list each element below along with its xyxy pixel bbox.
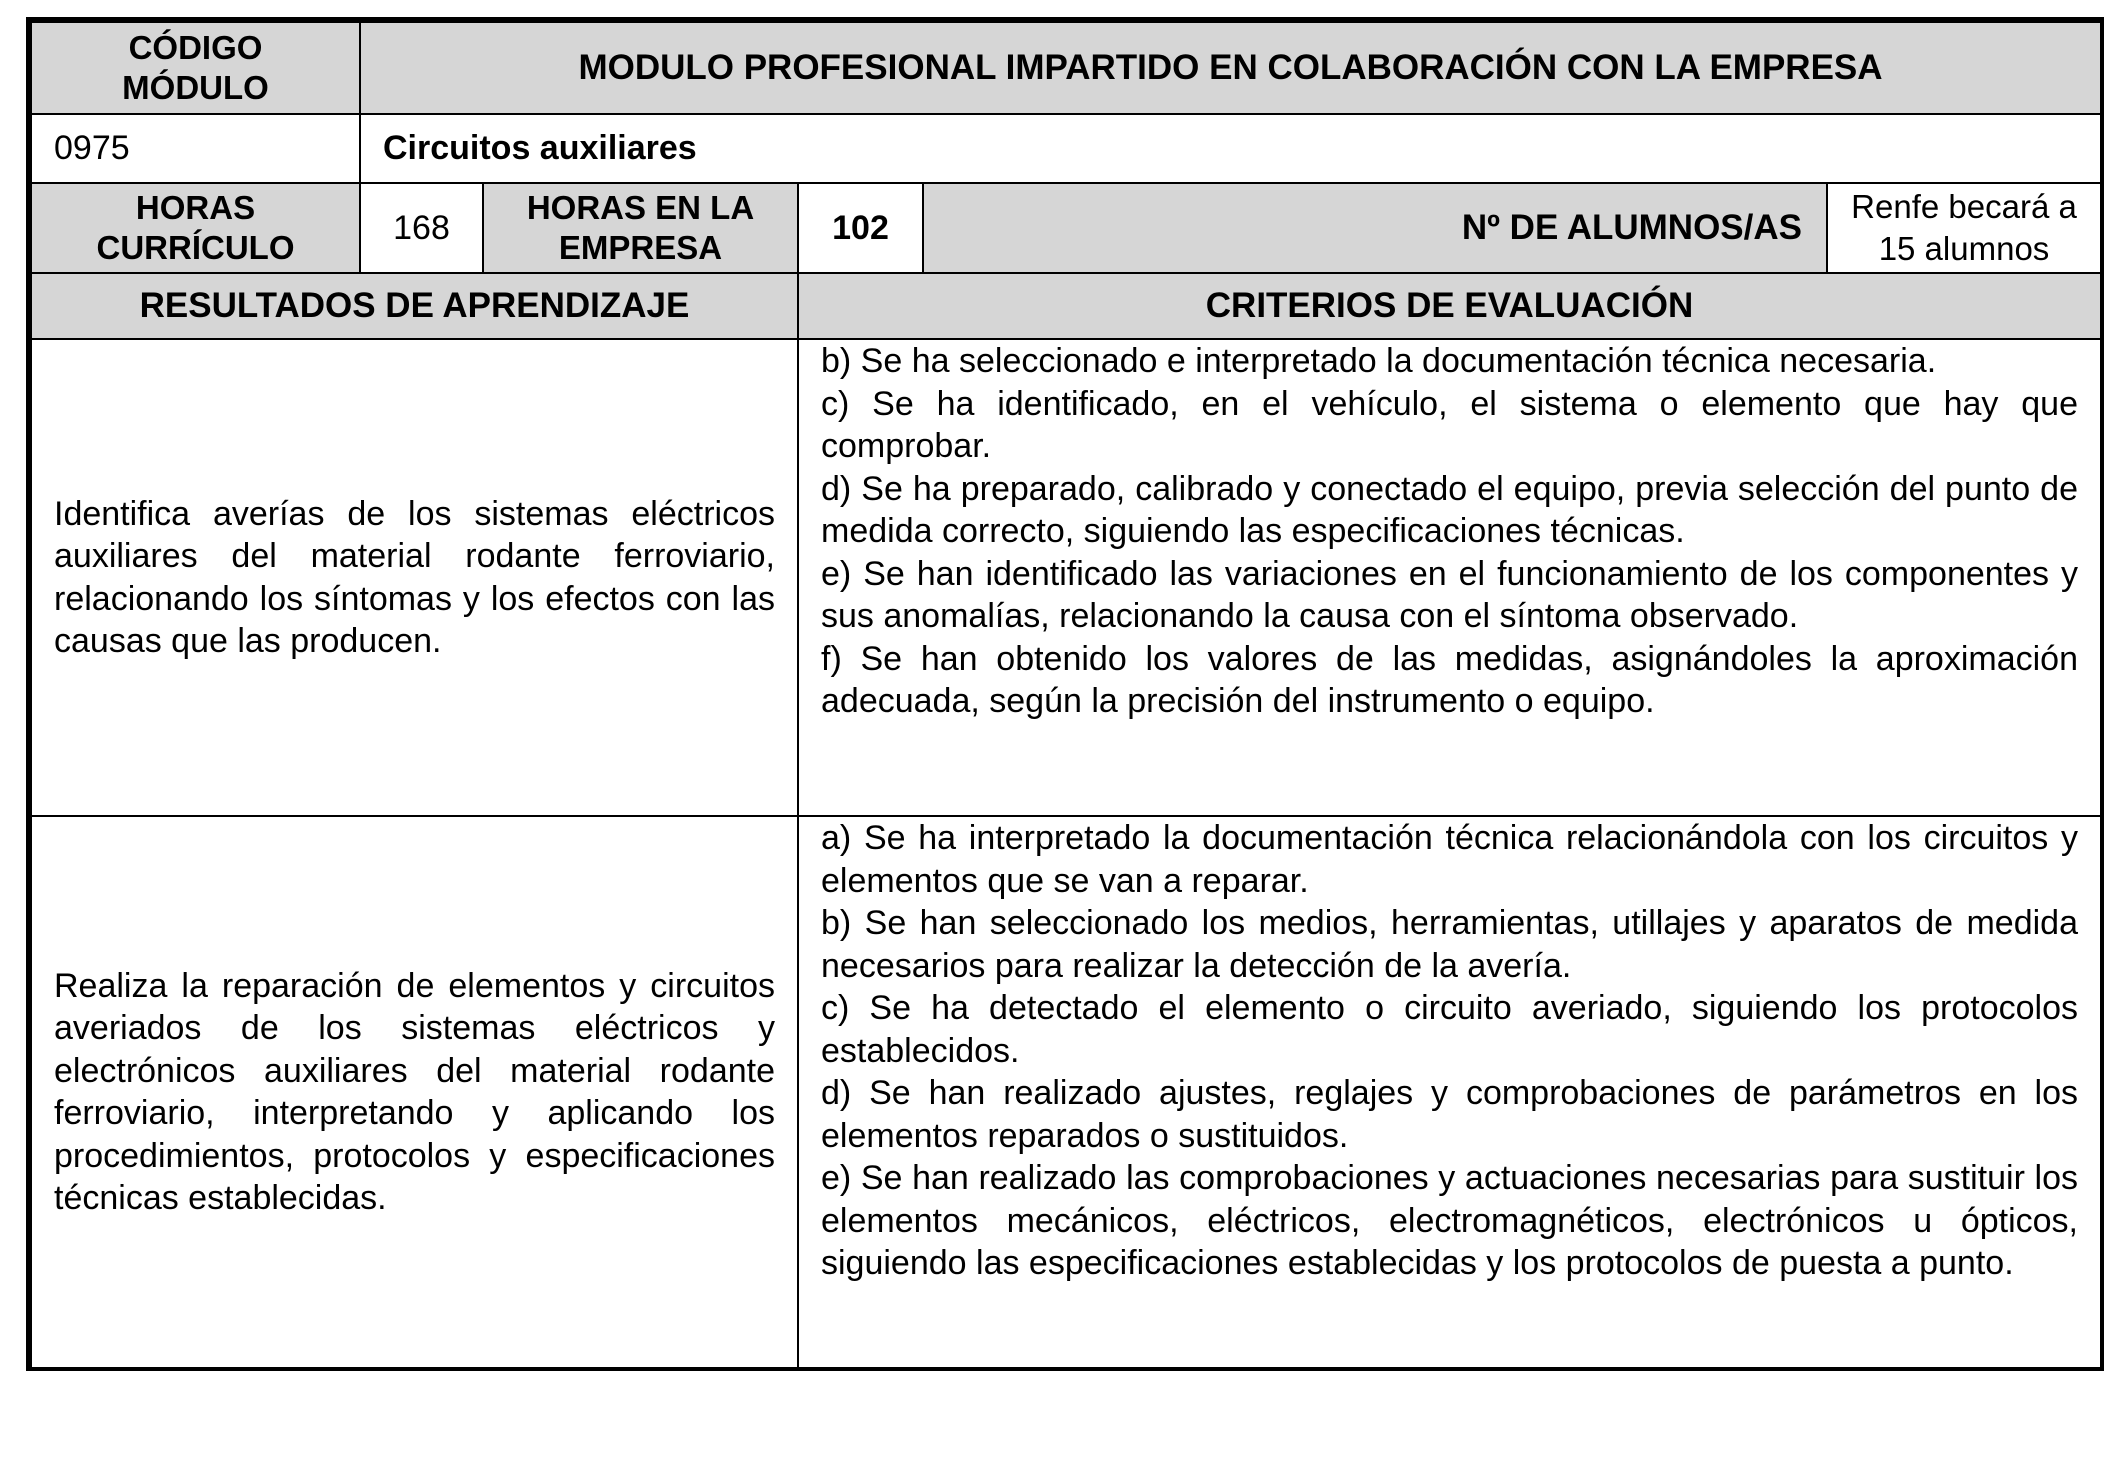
curriculum-hours-label-cell — [31, 183, 360, 273]
module-row — [31, 114, 2101, 183]
code-label-cell — [31, 22, 360, 114]
students-value-cell — [1827, 183, 2101, 273]
criteria-item: a) Se ha interpretado la documentación técnica relacionándola con los circuitos y elementos que se van a reparar. — [821, 819, 2078, 900]
code-label: CÓDIGO MÓDULO — [122, 29, 269, 106]
module-table — [30, 21, 2102, 1369]
students-value: Renfe becará a 15 alumnos — [1851, 188, 2077, 267]
curriculum-hours-label: HORAS CURRÍCULO — [96, 189, 295, 266]
criteria-item: b) Se ha seleccionado e interpretado la documentación técnica necesaria. — [821, 342, 1937, 380]
module-name: Circuitos auxiliares — [360, 114, 2101, 183]
criteria-item: b) Se han seleccionado los medios, herramientas, utillajes y aparatos de medida necesarios para realizar la detección de la avería. — [821, 904, 2078, 985]
criteria-item: e) Se han realizado las comprobaciones y actuaciones necesarias para sustituir los elementos mecánicos, eléctricos, electromagnéticos, electrónicos u ópticos, siguiendo las especificaciones establecidas y los protocolos de puesta a punto. — [821, 1159, 2078, 1282]
company-hours-value: 102 — [798, 183, 923, 273]
criteria-item: d) Se ha preparado, calibrado y conectado el equipo, previa selección del punto de medida correcto, siguiendo las especificaciones técnicas. — [821, 469, 2078, 550]
students-label: Nº DE ALUMNOS/AS — [923, 183, 1827, 273]
hours-row — [31, 183, 2101, 273]
criteria-list-1 — [798, 339, 2101, 816]
header-row — [31, 22, 2101, 114]
module-title: MODULO PROFESIONAL IMPARTIDO EN COLABORACIÓN CON LA EMPRESA — [360, 22, 2101, 114]
learning-result-1 — [31, 339, 798, 816]
criteria-item: c) Se ha identificado, en el vehículo, el sistema o elemento que hay que comprobar. — [821, 384, 2078, 465]
company-hours-label-cell — [483, 183, 798, 273]
criteria-item: e) Se han identificado las variaciones en el funcionamiento de los componentes y sus anomalías, relacionando la causa con el síntoma observado. — [821, 554, 2078, 635]
criteria-item: c) Se ha detectado el elemento o circuito averiado, siguiendo los protocolos establecidos. — [821, 989, 2078, 1070]
company-hours-label: HORAS EN LA EMPRESA — [526, 189, 755, 266]
learning-row-2 — [31, 816, 2101, 1368]
criteria-column-header: CRITERIOS DE EVALUACIÓN — [798, 273, 2101, 339]
criteria-item: f) Se han obtenido los valores de las medidas, asignándoles la aproximación adecuada, según la precisión del instrumento o equipo. — [821, 639, 2078, 720]
module-sheet — [26, 17, 2104, 1371]
module-code: 0975 — [31, 114, 360, 183]
criteria-item: d) Se han realizado ajustes, reglajes y comprobaciones de parámetros en los elementos reparados o sustituidos. — [821, 1074, 2078, 1155]
learning-result-2 — [31, 816, 798, 1368]
results-column-header: RESULTADOS DE APRENDIZAJE — [31, 273, 798, 339]
learning-result-text: Identifica averías de los sistemas eléctricos auxiliares del material rodante ferroviario, relacionando los síntomas y los efectos con las causas que las producen. — [54, 494, 775, 660]
learning-row-1 — [31, 339, 2101, 816]
columns-header-row — [31, 273, 2101, 339]
curriculum-hours-value: 168 — [360, 183, 483, 273]
criteria-list-2 — [798, 816, 2101, 1368]
learning-result-text: Realiza la reparación de elementos y circuitos averiados de los sistemas eléctricos y electrónicos auxiliares del material rodante ferroviario, interpretando y aplicando los procedimientos, protocolos y especificaciones técnicas establecidas. — [54, 966, 775, 1217]
